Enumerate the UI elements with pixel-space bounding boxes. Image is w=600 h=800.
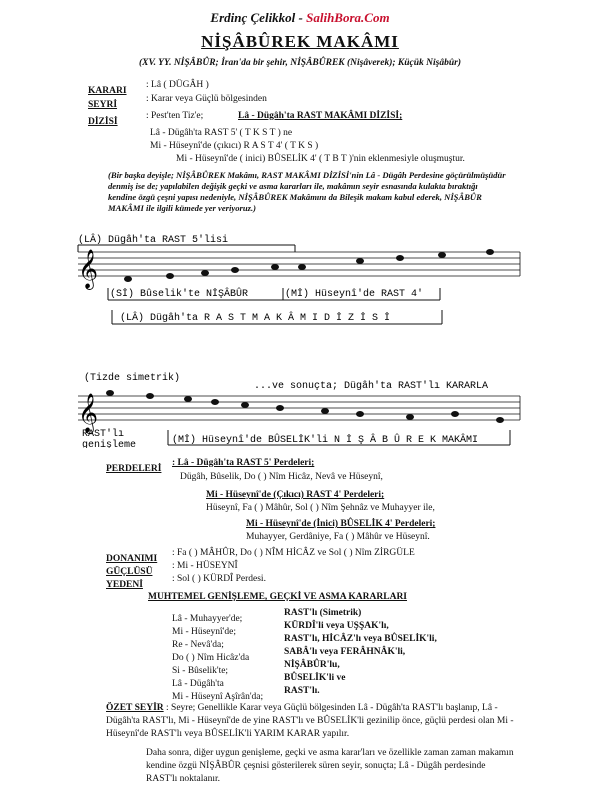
perdeleri-line-2: Hüseynî, Fa ( ) Mâhûr, Sol ( ) Nîm Şehnâz ve Muhayyer ile, [206, 503, 435, 513]
staff-1-bottom-label: (LÂ) Dügâh'ta R A S T M A K Â M I D İ Z İ S İ [120, 313, 391, 324]
ozet-text-1: ÖZET SEYİR : Seyre; Genellikle Karar veya Güçlü bölgesinden Lâ - Dügâh'ta RAST'lı başlanıp, Lâ - Dügâh'ta RAST'lı, Mi - Hüseynî'de de yine RAST'lı ve BÛSELİK'li gezinilip önce, güçlü perdesi olan Mi - Hüseynî'de RAST'lı veya BÛSELİK'li YARIM KARAR yapılır. [106, 703, 514, 739]
seyri-value: : Karar veya Güçlü bölgesinden [146, 94, 267, 104]
perdeleri-heading-1: : Lâ - Dügâh'ta RAST 5' Perdeleri; [172, 458, 315, 468]
staff-1-notes [124, 249, 494, 282]
karari-label: KARARI [88, 86, 127, 96]
dizisi-label: DİZİSİ [88, 117, 118, 127]
author-name: Erdinç Çelikkol - [210, 10, 303, 25]
guclusu-label: GÜÇLÜSÜ [106, 567, 153, 577]
dizi-line-1: Lâ - Dügâh'ta RAST 5' ( T K S T ) ne [150, 128, 293, 138]
staff-1 [70, 230, 530, 340]
yedeni-label: YEDENİ [106, 580, 143, 590]
karar-row-6: Lâ - Dügâh'ta BÛSELİK'li ve [172, 673, 346, 689]
ozet-label: ÖZET SEYİR [106, 703, 164, 713]
page-subtitle: (XV. YY. NİŞÂBÛR; İran'da bir şehir, NİŞÂBÛREK (Nişâverek); Küçük Nişâbûr) [138, 58, 461, 68]
page-header [0, 10, 600, 26]
perdeleri-row [106, 458, 315, 476]
karar-row-5: Si - Bûselik'te; NİŞÂBÛR'lu, [172, 660, 340, 676]
perdeleri-heading-2: Mi - Hüseynî'de (Çıkıcı) RAST 4' Perdeleri; [206, 490, 385, 500]
staff-2-left-bottom-2: genişleme [82, 440, 137, 448]
yedeni-row [106, 574, 266, 592]
yedeni-value: : Sol ( ) KÜRDÎ Perdesi. [172, 574, 266, 584]
staff-1-lines [78, 252, 520, 276]
karar-row-2: Mi - Hüseynî'de; KÜRDÎ'li veya UŞŞAK'lı, [172, 621, 389, 637]
muhtemel-heading: MUHTEMEL GENİŞLEME, GEÇKİ VE ASMA KARARLARI [148, 592, 408, 602]
donanimi-value: : Fa ( ) MÂHÛR, Do ( ) NÎM HİCÂZ ve Sol ( ) Nîm ZİRGÜLE [172, 548, 415, 558]
ozet-section [106, 702, 516, 786]
staff-2 [70, 368, 530, 448]
page-title: NİŞÂBÛREK MAKÂMI [201, 32, 399, 51]
staff-1-bracket-1: (Sİ) Bûselik'te NİŞÂBÛR [110, 289, 249, 300]
karari-value: : Lâ ( DÜGÂH ) [146, 80, 209, 90]
seyri-label: SEYRİ [88, 100, 118, 110]
staff-2-left-bottom-1: RAST'lı [82, 429, 125, 440]
note-paragraph: (Bir başka deyişle; NİŞÂBÛREK Makâmı, RAST MAKÂMI DİZİSİ'nin Lâ - Dügâh Perdesine göçürülmüşüdür denmiş ise de; yapılabilen değişik geçki ve asma kararları ile, makâmın seyir esnasında kulakta bıraktığı kendine özgü çeşni yapısı nedeniyle, NİŞÂBÛREK Makâmını da Bileşik makam kabul ederek, NİŞÂBÛR MAKÂMI ile ilgili kümede yer veriyoruz.) [108, 170, 506, 213]
perdeleri-heading-3: Mi - Hüseynî'de (İnici) BÛSELİK 4' Perdeleri; [246, 519, 436, 529]
seyri-row [88, 94, 267, 112]
dizi-line-2: Mi - Hüseynî'de (çıkıcı) R A S T 4' ( T K S ) [150, 141, 319, 151]
staff-2-bottom-label: (Mİ) Hüseynî'de BÛSELİK'li N İ Ş Â B Û R E K MAKÂMI [172, 435, 479, 446]
treble-clef-icon: 𝄞 [78, 253, 99, 291]
karar-row-1: Lâ - Muhayyer'de; RAST'lı (Simetrik) [172, 608, 362, 624]
dizisi-row [88, 111, 403, 129]
staff-2-notes [106, 390, 504, 423]
ozet-text-2: Daha sonra, diğer uygun genişleme, geçki ve asma karar'ları ve özellikle zaman zaman makamın kendine özgü NİŞÂBÛR çeşnisi gösterilerek süren seyir, sonuçta; Lâ - Dügâh perdesinde RAST'lı noktalanır. [146, 748, 514, 784]
staff-1-bracket-2: (Mİ) Hüseynî'de RAST 4' [285, 289, 424, 300]
staff-1-top-label: (LÂ) Dügâh'ta RAST 5'lisi [78, 235, 229, 246]
perdeleri-line-3: Muhayyer, Gerdâniye, Fa ( ) Mâhûr ve Hüseynî. [246, 532, 430, 542]
staff-2-left-label: (Tizde simetrik) [84, 373, 181, 384]
perdeleri-line-1: Dügâh, Bûselik, Do ( ) Nîm Hicâz, Nevâ ve Hüseynî, [180, 472, 383, 482]
karar-row-7: Mi - Hüseynî Aşîrân'da; RAST'lı. [172, 686, 320, 702]
karar-list [172, 608, 492, 702]
dizisi-value: Lâ - Dügâh'ta RAST MAKÂMI DİZİSİ; [238, 111, 403, 121]
karar-row-3: Re - Nevâ'da; RAST'lı, HİCÂZ'lı veya BÛSELİK'li, [172, 634, 437, 650]
treble-clef-icon-2: 𝄞 [78, 397, 99, 435]
dizisi-prefix: : Pest'ten Tiz'e; [146, 111, 204, 121]
site-logo: SalihBora.Com [306, 10, 390, 25]
dizi-line-3: Mi - Hüseynî'de ( inici) BÛSELİK 4' ( T B T )'nin eklenmesiyle oluşmuştur. [176, 154, 465, 164]
donanimi-label: DONANIMI [106, 554, 158, 564]
perdeleri-label: PERDELERİ [106, 464, 162, 474]
karar-row-4: Do ( ) Nîm Hicâz'da SABÂ'lı veya FERÂHNÂK'li, [172, 647, 406, 663]
guclusu-value: : Mi - HÜSEYNÎ [172, 561, 238, 571]
staff-2-mid-label: ...ve sonuçta; Dügâh'ta RAST'lı KARARLA [254, 381, 489, 392]
